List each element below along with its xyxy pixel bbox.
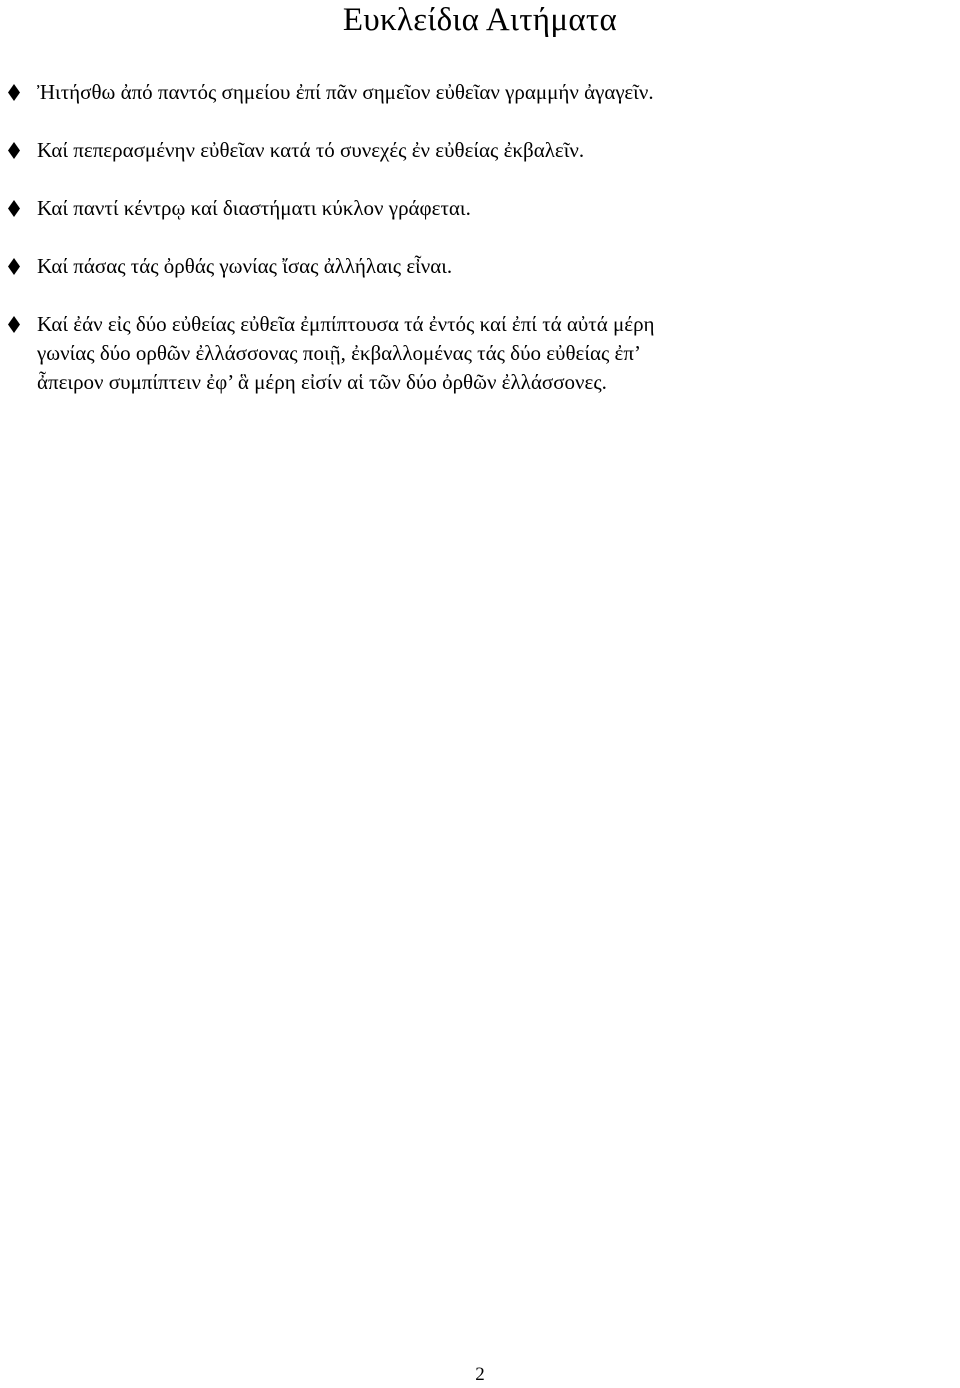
postulate-item-3	[0, 194, 960, 223]
postulate-text: Ἠιτήσθω ἀπό παντός σημείου ἐπί πᾶν σημεῖον εὐθεῖαν γραμμήν ἀγαγεῖν.	[37, 80, 654, 104]
diamond-icon	[8, 200, 20, 217]
postulate-text: Καί ἐάν εἰς δύο εὐθείας εὐθεῖα ἐμπίπτουσα τά ἐντός καί ἐπί τά αὐτά μέρη γωνίας δύο ορθῶν ἐλλάσσονας ποιῇ, ἐκβαλλομένας τάς δύο εὐθείας ἐπ’ ἆπειρον συμπίπτειν ἐφ’ ἃ μέρη εἰσίν αἱ τῶν δύο ὀρθῶν ἐλλάσσονες.	[37, 312, 655, 394]
postulate-text: Καί πεπερασμένην εὐθεῖαν κατά τό συνεχές ἐν εὐθείας ἐκβαλεῖν.	[37, 138, 585, 162]
page-title: Ευκλείδια Αιτήματα	[342, 2, 618, 38]
diamond-icon	[8, 84, 20, 101]
diamond-icon	[8, 316, 20, 333]
postulate-item-5	[0, 310, 960, 397]
postulate-item-4	[0, 252, 960, 281]
postulate-text: Καί παντί κέντρῳ καί διαστήματι κύκλον γράφεται.	[37, 196, 471, 220]
diamond-icon	[8, 142, 20, 159]
postulate-item-1	[0, 78, 960, 107]
page-number: 2	[475, 1364, 485, 1385]
postulate-text: Καί πάσας τάς ὀρθάς γωνίας ἴσας ἀλλήλαις εἶναι.	[37, 254, 453, 278]
postulate-list	[0, 78, 960, 397]
diamond-icon	[8, 258, 20, 275]
postulate-item-2	[0, 136, 960, 165]
